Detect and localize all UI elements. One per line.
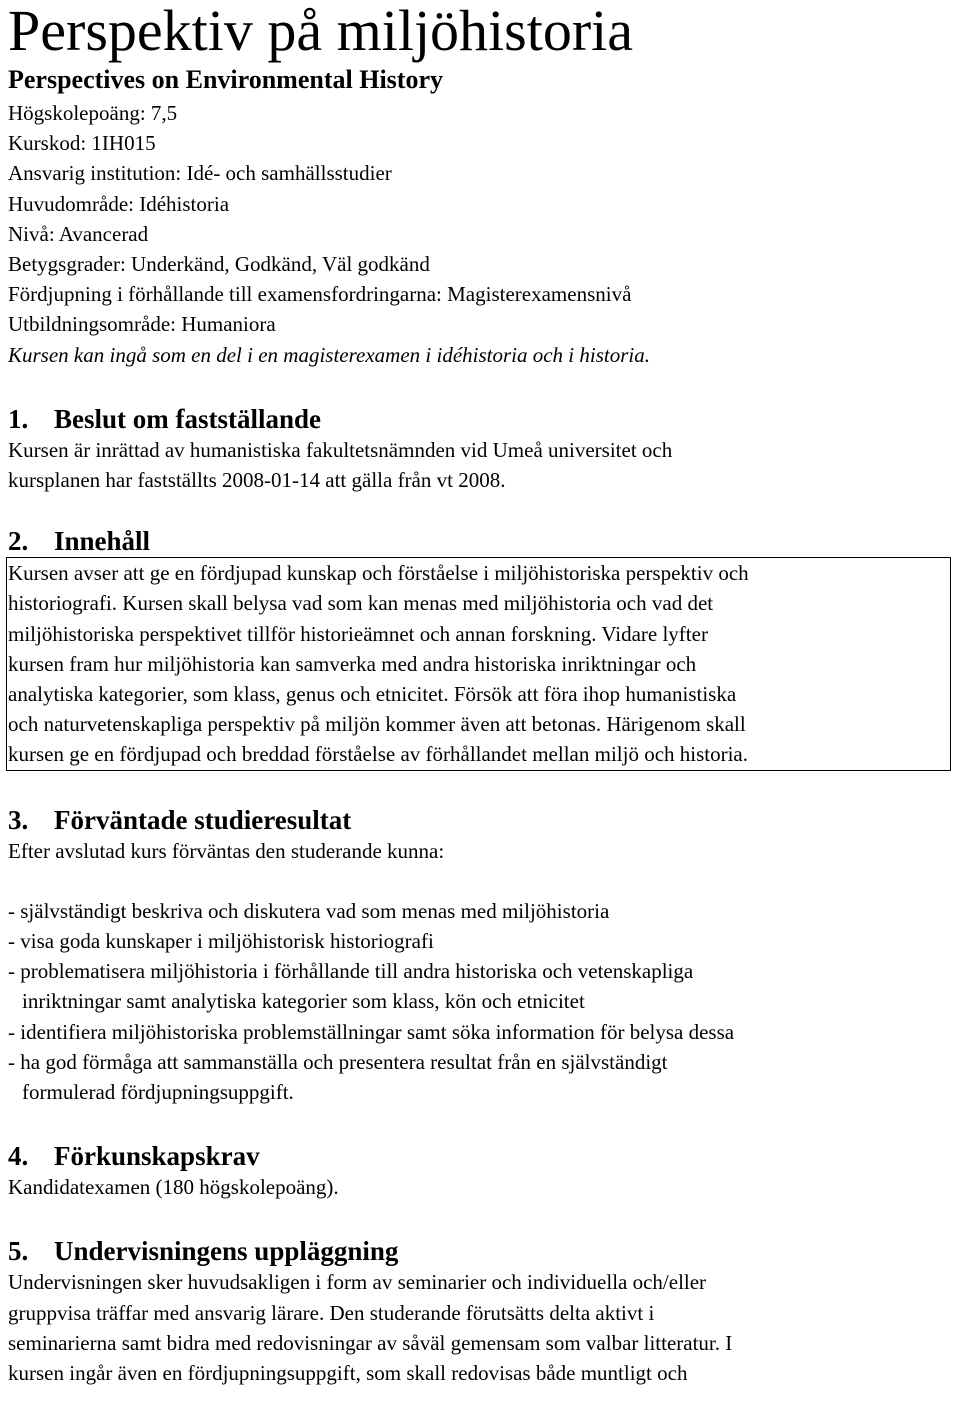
section-title: Beslut om fastställande xyxy=(54,403,322,434)
course-note: Kursen kan ingå som en del i en magisterexamen i idéhistoria och i historia. xyxy=(8,342,650,367)
section-content xyxy=(8,525,960,770)
section-title: Förkunskapskrav xyxy=(54,1141,260,1172)
section-body xyxy=(8,435,958,495)
text-line: och naturvetenskapliga perspektiv på miljön kommer även att betonas. Härigenom skall xyxy=(8,712,746,737)
text-line: Efter avslutad kurs förväntas den studerande kunna: xyxy=(8,838,445,863)
meta-main-field: Huvudområde: Idéhistoria xyxy=(8,191,230,216)
section-title: Innehåll xyxy=(54,526,151,557)
meta-education-area: Utbildningsområde: Humaniora xyxy=(8,312,276,337)
document-title: Perspektiv på miljöhistoria xyxy=(8,0,634,63)
text-line: miljöhistoriska perspektivet tillför historieämnet och annan forskning. Vidare lyfter xyxy=(8,621,708,646)
section-learning-outcomes xyxy=(8,804,960,1108)
text-line: gruppvisa träffar med ansvarig lärare. Den studerande förutsätts delta aktivt i xyxy=(8,1300,655,1325)
section-title: Förväntade studieresultat xyxy=(54,804,352,835)
text-line: Kursen är inrättad av humanistiska fakultetsnämnden vid Umeå universitet och xyxy=(8,437,673,462)
section-heading xyxy=(8,525,960,557)
text-line: kursen ge en fördjupad och breddad förståelse av förhållandet mellan miljö och historia. xyxy=(8,742,749,767)
text-line: kursen fram hur miljöhistoria kan samverka med andra historiska inriktningar och xyxy=(8,651,697,676)
text-line: historiografi. Kursen skall belysa vad som kan menas med miljöhistoria och vad det xyxy=(8,591,714,616)
section-teaching xyxy=(8,1235,960,1388)
meta-department: Ansvarig institution: Idé- och samhällsstudier xyxy=(8,161,392,186)
list-item-continuation: formulerad fördjupningsuppgift. xyxy=(22,1080,294,1105)
section-body xyxy=(8,1267,958,1388)
list-item-continuation: inriktningar samt analytiska kategorier som klass, kön och etnicitet xyxy=(22,989,585,1014)
text-line: Kandidatexamen (180 högskolepoäng). xyxy=(8,1175,339,1200)
section-number: 5. xyxy=(8,1236,29,1267)
section-heading xyxy=(8,804,960,836)
section-number: 4. xyxy=(8,1141,29,1172)
meta-grades: Betygsgrader: Underkänd, Godkänd, Väl godkänd xyxy=(8,252,430,277)
meta-level: Nivå: Avancerad xyxy=(8,221,149,246)
list-item: - ha god förmåga att sammanställa och presentera resultat från en självständigt xyxy=(8,1049,668,1074)
course-meta xyxy=(8,98,960,370)
text-line: kursen ingår även en fördjupningsuppgift, som skall redovisas både muntligt och xyxy=(8,1361,688,1386)
section-prerequisites xyxy=(8,1140,960,1202)
section-heading xyxy=(8,403,960,435)
text-line: Kursen avser att ge en fördjupad kunskap och förståelse i miljöhistoriska perspektiv och xyxy=(8,561,749,586)
section-title: Undervisningens uppläggning xyxy=(54,1236,399,1267)
list-item: - identifiera miljöhistoriska problemställningar samt söka information för belysa dessa xyxy=(8,1019,735,1044)
content-box xyxy=(6,557,951,770)
section-body xyxy=(8,1172,958,1202)
meta-course-code: Kurskod: 1IH015 xyxy=(8,131,156,156)
meta-depth: Fördjupning i förhållande till examensfordringarna: Magisterexamensnivå xyxy=(8,282,632,307)
list-item: - problematisera miljöhistoria i förhållande till andra historiska och vetenskapliga xyxy=(8,959,694,984)
section-number: 1. xyxy=(8,403,29,434)
meta-credits: Högskolepoäng: 7,5 xyxy=(8,101,178,125)
text-line: kursplanen har fastställts 2008-01-14 att gälla från vt 2008. xyxy=(8,468,506,493)
section-heading xyxy=(8,1235,960,1267)
document-subtitle: Perspectives on Environmental History xyxy=(8,65,443,94)
text-line: seminarierna samt bidra med redovisningar av såväl gemensam som valbar litteratur. I xyxy=(8,1330,733,1355)
section-number: 3. xyxy=(8,804,29,835)
text-line: Undervisningen sker huvudsakligen i form av seminarier och individuella och/eller xyxy=(8,1270,707,1295)
text-line: analytiska kategorier, som klass, genus och etnicitet. Försök att föra ihop humanistiska xyxy=(8,682,737,707)
section-intro xyxy=(8,836,958,866)
outcome-list xyxy=(8,896,958,1107)
section-decision xyxy=(8,403,960,495)
section-heading xyxy=(8,1140,960,1172)
list-item: - självständigt beskriva och diskutera vad som menas med miljöhistoria xyxy=(8,898,610,923)
list-item: - visa goda kunskaper i miljöhistorisk historiografi xyxy=(8,929,434,954)
section-number: 2. xyxy=(8,526,29,557)
